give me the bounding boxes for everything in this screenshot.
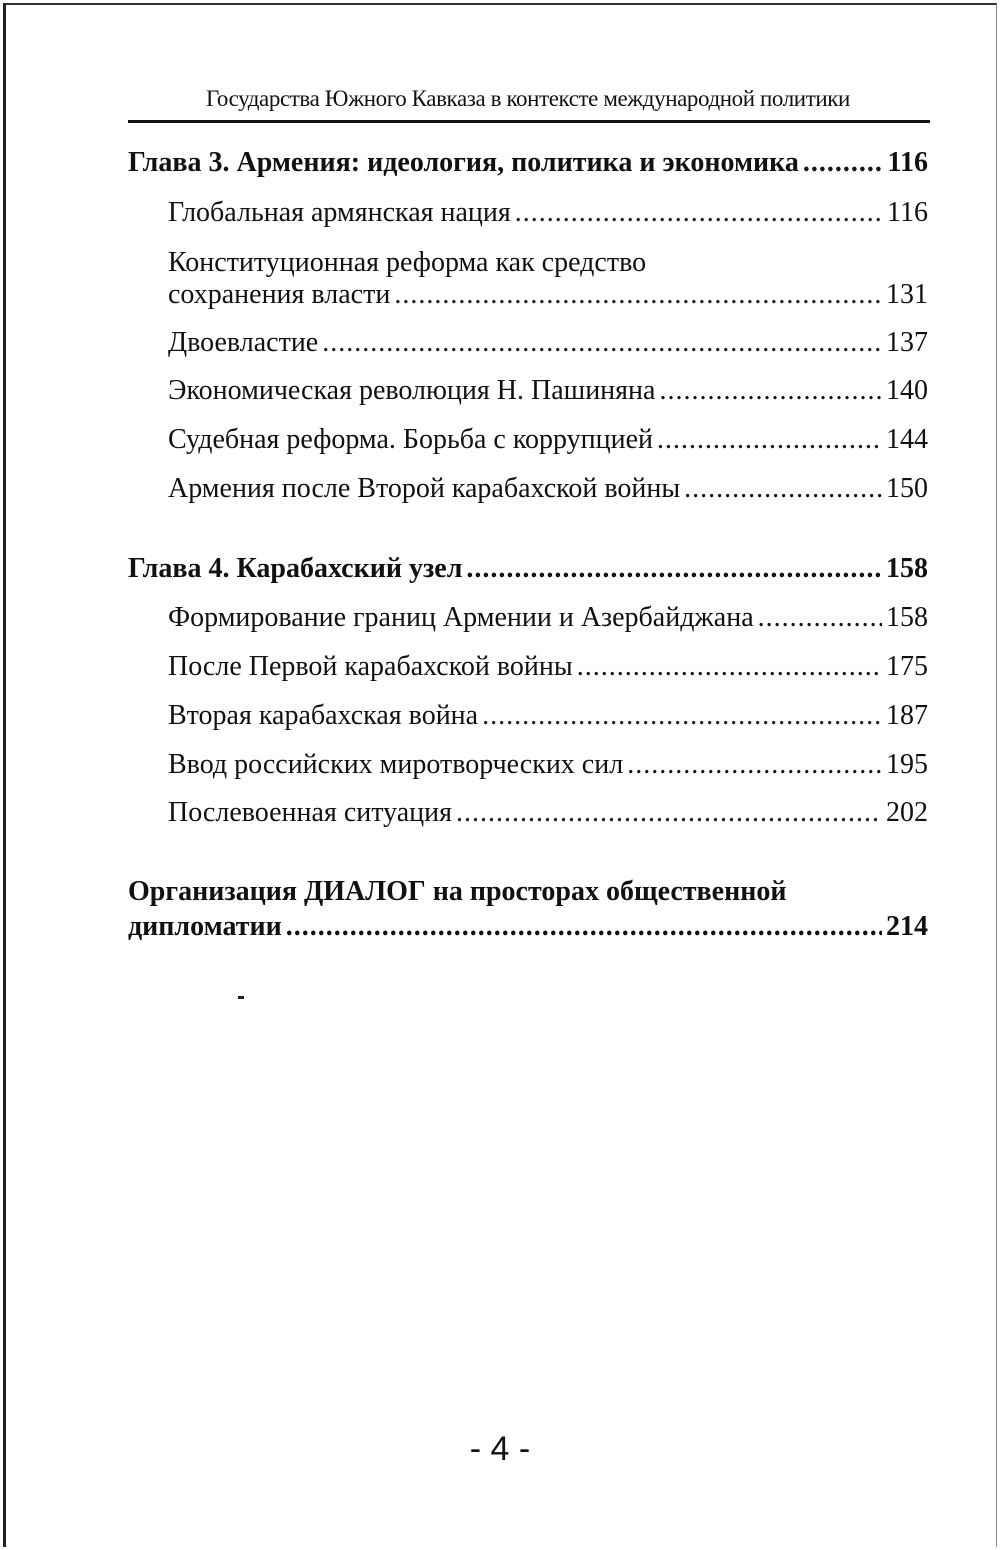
toc-appendix-page: 214 [886,911,928,942]
toc-item-page: 187 [886,700,928,731]
toc-item-title: Формирование границ Армении и Азербайджана [168,602,754,633]
toc-item-title: После Первой карабахской войны [168,651,573,682]
toc-item-page: 150 [886,473,928,504]
toc-item-page: 116 [887,197,928,228]
dot-leader [659,374,882,408]
toc-item-page: 158 [886,602,928,633]
toc-item-postwar-situation[interactable] [168,796,928,830]
header-rule [128,120,930,123]
dot-leader [657,423,882,457]
toc-chapter-3[interactable] [128,146,928,180]
toc-item-economic-revolution[interactable] [168,374,928,408]
dot-leader [684,472,882,506]
page-number: - 4 - [469,1430,531,1468]
toc-item-armenia-after-war[interactable] [168,472,928,506]
dot-leader [627,748,882,782]
dot-leader [456,796,882,830]
toc-item-page: 202 [886,797,928,828]
dot-leader [322,326,882,360]
toc-appendix-title: дипломатии [128,911,282,942]
toc-item-title: Армения после Второй карабахской войны [168,473,681,504]
stray-mark [238,996,244,999]
toc-item-global-nation[interactable] [168,196,928,230]
toc-item-peacekeepers[interactable] [168,748,928,782]
toc-chapter-4-title: Глава 4. Карабахский узел [128,553,463,584]
dot-leader [466,552,882,586]
toc-item-second-war[interactable] [168,699,928,733]
toc-item-title: Двоевластие [168,327,319,358]
toc-item-judicial-reform[interactable] [168,423,928,457]
toc-item-constitutional-reform-line1[interactable]: Конституционная реформа как средство [168,247,647,278]
dot-leader [577,650,882,684]
toc-item-page: 144 [886,424,928,455]
toc-chapter-4-page: 158 [886,553,928,584]
running-header: Государства Южного Кавказа в контексте международной политики [206,86,850,111]
toc-chapter-4[interactable] [128,552,928,586]
toc-item-title: Послевоенная ситуация [168,797,453,828]
toc-chapter-3-title: Глава 3. Армения: идеология, политика и экономика [128,147,799,178]
toc-item-page: 140 [886,375,928,406]
toc-item-page: 131 [886,279,928,310]
toc-item-page: 175 [886,651,928,682]
toc-item-title: сохранения власти [168,279,391,310]
toc-item-page: 195 [886,749,928,780]
toc-item-constitutional-reform[interactable] [168,278,928,312]
toc-chapter-3-page: 116 [887,147,928,178]
dot-leader [803,146,884,180]
dot-leader [758,601,882,635]
toc-item-after-first-war[interactable] [168,650,928,684]
toc-item-title: Экономическая революция Н. Пашиняна [168,375,656,406]
toc-item-title: Вторая карабахская война [168,700,479,731]
toc-item-title: Глобальная армянская нация [168,197,511,228]
dot-leader [482,699,882,733]
toc-appendix[interactable] [128,910,928,944]
dot-leader [394,278,882,312]
toc-item-title: Судебная реформа. Борьба с коррупцией [168,424,653,455]
dot-leader [286,910,882,944]
toc-item-borders[interactable] [168,601,928,635]
toc-item-title: Ввод российских миротворческих сил [168,749,624,780]
toc-item-page: 137 [886,327,928,358]
dot-leader [515,196,883,230]
toc-appendix-line1[interactable]: Организация ДИАЛОГ на просторах общественной [128,876,787,907]
toc-item-dual-power[interactable] [168,326,928,360]
